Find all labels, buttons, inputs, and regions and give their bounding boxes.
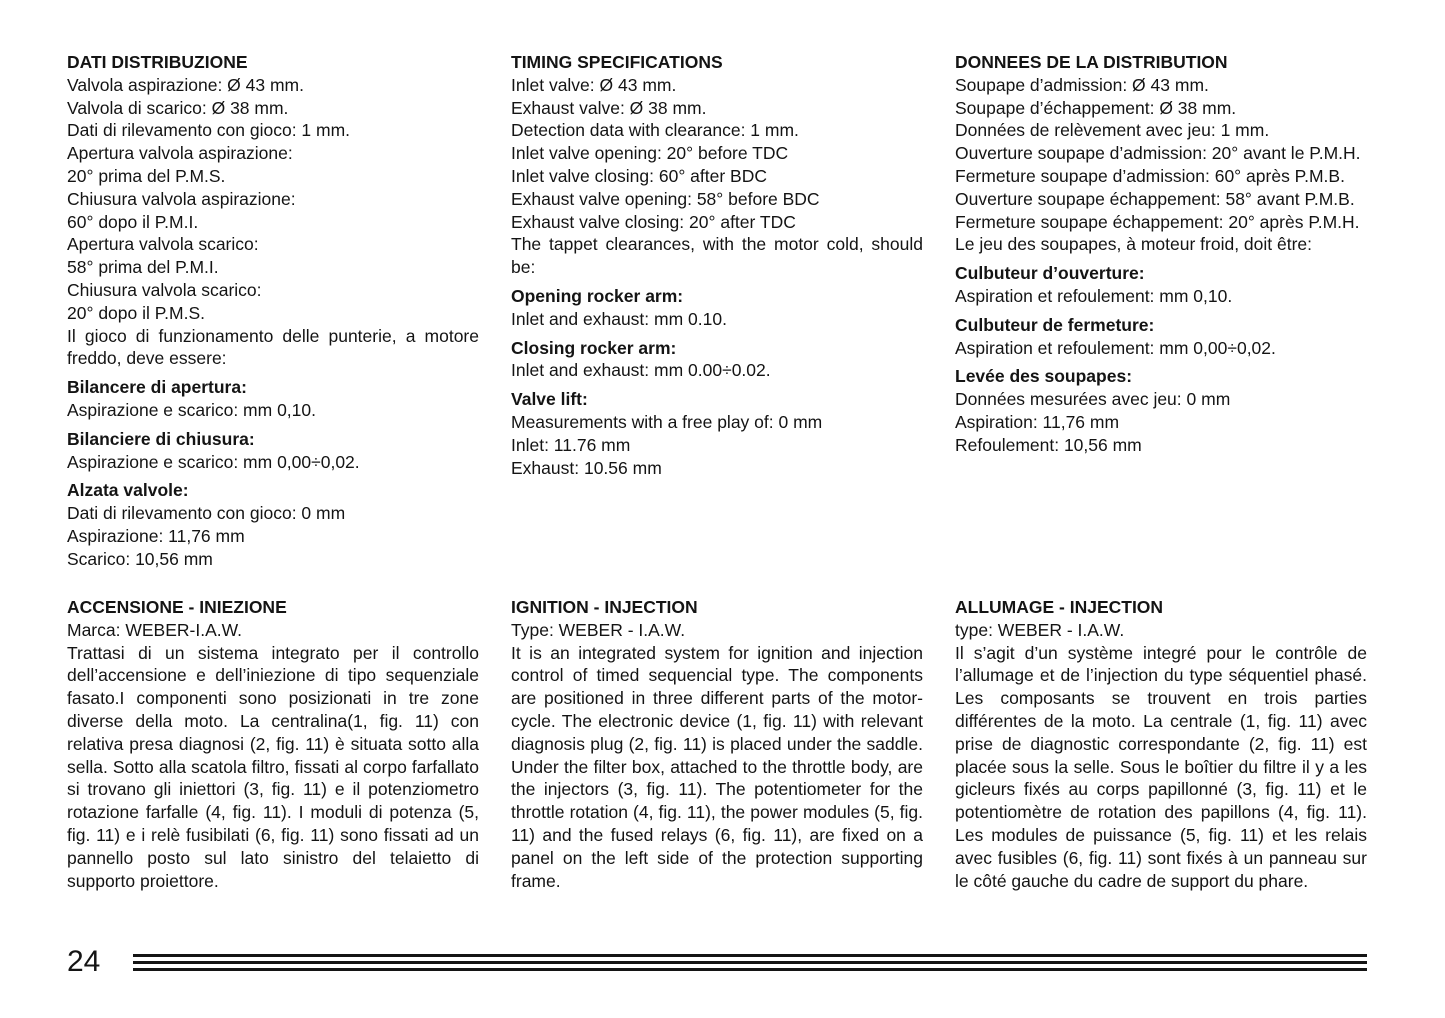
opening-rocker-heading: Opening rocker arm:: [511, 285, 684, 306]
closing-rocker-value: Aspirazione e scarico: mm 0,00÷0,02.: [67, 451, 360, 472]
spec-line: Apertura valvola scarico:: [67, 234, 259, 255]
spec-line: Dati di rilevamento con gioco: 1 mm.: [67, 120, 351, 141]
en-timing-title: TIMING SPECIFICATIONS: [511, 52, 723, 72]
fr-ignition-title: ALLUMAGE - INJECTION: [955, 597, 1164, 617]
spec-line: Inlet valve opening: 20° before TDC: [511, 143, 789, 164]
valve-lift-line: Dati di rilevamento con gioco: 0 mm: [67, 503, 346, 524]
valve-lift-heading: Valve lift:: [511, 389, 588, 410]
spec-line: Detection data with clearance: 1 mm.: [511, 120, 799, 141]
spec-line: Données de relèvement avec jeu: 1 mm.: [955, 120, 1270, 141]
it-ignition-section: [67, 596, 479, 892]
it-ignition-title: ACCENSIONE - INIEZIONE: [67, 597, 287, 617]
spec-line: Valvola aspirazione: Ø 43 mm.: [67, 74, 305, 95]
spec-line: Valvola di scarico: Ø 38 mm.: [67, 97, 289, 118]
opening-rocker-value: Aspirazione e scarico: mm 0,10.: [67, 399, 316, 420]
page-number: 24: [67, 945, 101, 978]
spec-paragraph: Ouverture soupape échappement: 58° avant P.M.B.: [955, 188, 1355, 209]
clearance-paragraph: Le jeu des soupapes, à moteur froid, doit être:: [955, 234, 1313, 255]
spec-line: Exhaust valve closing: 20° after TDC: [511, 211, 796, 232]
clearance-paragraph: Il gioco di funzionamento delle punterie, a motore freddo, deve essere:: [67, 325, 479, 369]
footer-rule: [133, 954, 1367, 957]
spec-line: 20° dopo il P.M.S.: [67, 302, 206, 323]
spec-line: Inlet valve closing: 60° after BDC: [511, 165, 768, 186]
spec-line: 20° prima del P.M.S.: [67, 165, 226, 186]
footer-rule: [133, 968, 1367, 971]
opening-rocker-heading: Culbuteur d’ouverture:: [955, 263, 1145, 284]
opening-rocker-heading: Bilancere di apertura:: [67, 377, 247, 398]
en-ignition-title: IGNITION - INJECTION: [511, 597, 698, 617]
fr-ignition-section: [955, 596, 1367, 892]
it-timing-title: DATI DISTRIBUZIONE: [67, 52, 248, 72]
valve-lift-line: Aspirazione: 11,76 mm: [67, 525, 245, 546]
fr-timing-title: DONNEES DE LA DISTRIBUTION: [955, 52, 1228, 72]
ignition-body: Il s’agit d’un système integré pour le contrôle de l’allumage et de l’injection du type séquentiel phasé. Les composants se trouvent en trois parties différentes de la moto. La centrale (1, fig. 11) avec prise de diagnostic correspondante (2, fig. 11) est placée sous la selle. Sous le boîtier du filtre il y a les gicleurs fixés au corps papillonné (3, fig. 11) et le potentiomètre de rotation des papillons (4, fig. 11). Les modules de puissance (5, fig. 11) et les relais avec fusibles (6, fig. 11) sont fixés à un panneau sur le côté gauche du cadre de support du phare.: [955, 642, 1367, 891]
valve-lift-line: Measurements with a free play of: 0 mm: [511, 411, 823, 432]
en-ignition-section: [511, 596, 923, 892]
valve-lift-line: Inlet: 11.76 mm: [511, 434, 631, 455]
valve-lift-line: Refoulement: 10,56 mm: [955, 434, 1142, 455]
ignition-body: It is an integrated system for ignition and injection control of timed sequencial type. The components are positioned in three different parts of the motor-cycle. The electronic device (1, fig. 11) with relevant diagnosis plug (2, fig. 11) is placed under the saddle. Under the filter box, attached to the throttle body, are the injectors (3, fig. 11). The potentiometer for the throttle rotation (4, fig. 11), the power modules (5, fig. 11) and the fused relays (6, fig. 11), are fixed on a panel on the left side of the protection supporting frame.: [511, 642, 923, 891]
ignition-type: Marca: WEBER-I.A.W.: [67, 619, 243, 640]
en-timing-section: [511, 51, 923, 479]
spec-paragraph: Fermeture soupape d’admission: 60° après P.M.B.: [955, 165, 1345, 186]
opening-rocker-value: Inlet and exhaust: mm 0.10.: [511, 308, 727, 329]
ignition-type: Type: WEBER - I.A.W.: [511, 619, 686, 640]
opening-rocker-value: Aspiration et refoulement: mm 0,10.: [955, 285, 1233, 306]
valve-lift-line: Aspiration: 11,76 mm: [955, 411, 1120, 432]
spec-line: Apertura valvola aspirazione:: [67, 143, 293, 164]
ignition-type: type: WEBER - I.A.W.: [955, 619, 1125, 640]
valve-lift-line: Exhaust: 10.56 mm: [511, 457, 662, 478]
spec-paragraph: Ouverture soupape d’admission: 20° avant le P.M.H.: [955, 143, 1361, 164]
clearance-paragraph: The tappet clearances, with the motor cold, should be:: [511, 234, 923, 278]
spec-line: Soupape d’admission: Ø 43 mm.: [955, 74, 1209, 95]
spec-line: Soupape d’échappement: Ø 38 mm.: [955, 97, 1237, 118]
closing-rocker-heading: Closing rocker arm:: [511, 337, 677, 358]
spec-line: Chiusura valvola aspirazione:: [67, 188, 296, 209]
valve-lift-line: Scarico: 10,56 mm: [67, 548, 213, 569]
spec-line: 58° prima del P.M.I.: [67, 257, 219, 278]
closing-rocker-heading: Culbuteur de fermeture:: [955, 314, 1155, 335]
spec-line: 60° dopo il P.M.I.: [67, 211, 199, 232]
valve-lift-heading: Levée des soupapes:: [955, 366, 1133, 387]
spec-line: Exhaust valve opening: 58° before BDC: [511, 188, 820, 209]
spec-line: Chiusura valvola scarico:: [67, 279, 262, 300]
valve-lift-heading: Alzata valvole:: [67, 480, 189, 501]
valve-lift-line: Données mesurées avec jeu: 0 mm: [955, 389, 1231, 410]
ignition-body: Trattasi di un sistema integrato per il controllo dell’accensione e dell’iniezione di tipo sequenziale fasato.I componenti sono posizionati in tre zone diverse della moto. La centralina(1, fig. 11) con relativa presa diagnosi (2, fig. 11) è situata sotto alla sella. Sotto alla scatola filtro, fissati al corpo farfallato si trovano gli iniettori (3, fig. 11) e il potenziometro rotazione farfalle (4, fig. 11). I moduli di potenza (5, fig. 11) e i relè fusibilati (6, fig. 11) sono fissati ad un pannello posto sul lato sinistro del telaietto di supporto proiettore.: [67, 642, 479, 891]
closing-rocker-value: Aspiration et refoulement: mm 0,00÷0,02.: [955, 337, 1276, 358]
spec-paragraph: Fermeture soupape échappement: 20° après P.M.H.: [955, 211, 1360, 232]
closing-rocker-heading: Bilanciere di chiusura:: [67, 428, 255, 449]
spec-line: Inlet valve: Ø 43 mm.: [511, 74, 677, 95]
spec-line: Exhaust valve: Ø 38 mm.: [511, 97, 707, 118]
footer-rule: [133, 961, 1367, 964]
fr-timing-section: [955, 51, 1367, 457]
closing-rocker-value: Inlet and exhaust: mm 0.00÷0.02.: [511, 360, 771, 381]
it-timing-section: [67, 51, 479, 571]
